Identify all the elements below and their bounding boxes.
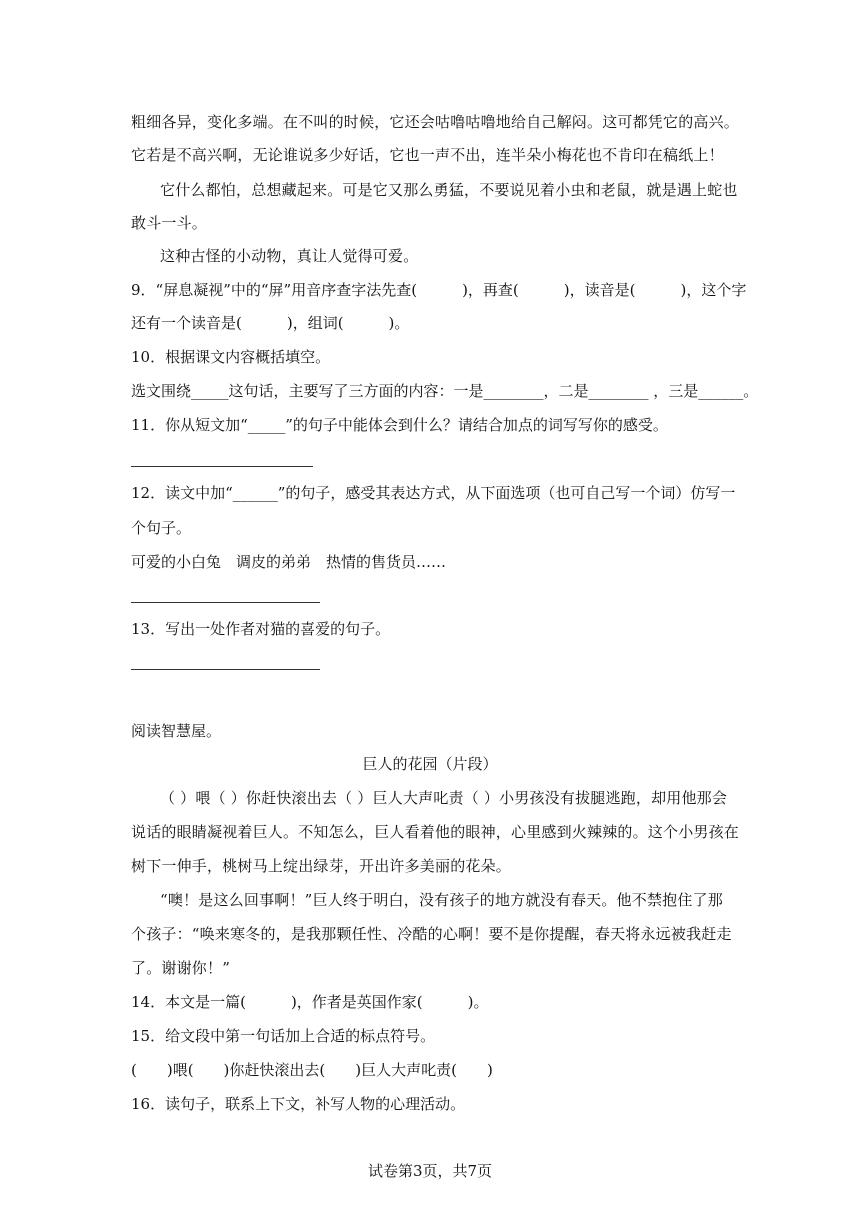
question-15-fill: ( )喂( )你赶快滚出去( )巨人大声叱责( ) [131, 1061, 493, 1079]
passage-line: 粗细各异，变化多端。在不叫的时候，它还会咕噜咕噜地给自己解闷。这可都凭它的高兴。 [131, 113, 740, 131]
story-line: “噢！是这么回事啊！”巨人终于明白，没有孩子的地方就没有春天。他不禁抱住了那 [160, 891, 723, 909]
passage-line: 敢斗一斗。 [131, 214, 208, 232]
page-footer: 试卷第3页，共7页 [367, 1162, 493, 1180]
question-15: 15．给文段中第一句话加上合适的标点符号。 [131, 1027, 436, 1045]
answer-line[interactable] [131, 669, 320, 670]
passage-line: 它什么都怕，总想藏起来。可是它又那么勇猛，不要说见着小虫和老鼠，就是遇上蛇也 [160, 181, 738, 199]
question-9-cont: 还有一个读音是( )，组词( )。 [131, 314, 410, 332]
passage-line: 这种古怪的小动物，真让人觉得可爱。 [160, 247, 419, 265]
passage-line: 它若是不高兴啊，无论谁说多少好话，它也一声不出，连半朵小梅花也不肯印在稿纸上！ [131, 146, 724, 164]
answer-line[interactable] [131, 602, 320, 603]
question-16: 16．读句子，联系上下文，补写人物的心理活动。 [131, 1095, 466, 1113]
story-line: 树下一伸手，桃树马上绽出绿芽，开出许多美丽的花朵。 [131, 857, 512, 875]
question-12-cont: 个句子。 [131, 519, 192, 537]
question-9: 9．“屏息凝视”中的“屏”用音序查字法先查( )，再查( )，读音是( )，这个字 [131, 281, 747, 299]
question-13: 13．写出一处作者对猫的喜爱的句子。 [131, 620, 391, 638]
question-14: 14．本文是一篇( )，作者是英国作家( )。 [131, 993, 489, 1011]
answer-line[interactable] [131, 466, 313, 467]
question-10-fill: 选文围绕_____这句话，主要写了三方面的内容：一是________，二是________ ，三是______。 [131, 382, 759, 400]
story-line: 个孩子：“唤来寒冬的，是我那颗任性、冷酷的心啊！要不是你提醒，春天将永远被我赶走 [131, 925, 732, 943]
story-title: 巨人的花园（片段） [362, 755, 498, 773]
question-12-options: 可爱的小白兔 调皮的弟弟 热情的售货员…… [131, 553, 447, 571]
story-line: （ ）喂（ ）你赶快滚出去（ ）巨人大声叱责（ ）小男孩没有拔腿逃跑，却用他那会 [160, 789, 728, 807]
question-12: 12．读文中加“______”的句子，感受其表达方式，从下面选项（也可自己写一个词）仿写一 [131, 484, 736, 502]
question-10: 10．根据课文内容概括填空。 [131, 348, 331, 366]
story-line: 说话的眼睛凝视着巨人。不知怎么，巨人看着他的眼神，心里感到火辣辣的。这个小男孩在 [131, 823, 740, 841]
story-line: 了。谢谢你！” [131, 959, 231, 977]
section-heading: 阅读智慧屋。 [131, 722, 222, 740]
question-11: 11．你从短文加“_____”的句子中能体会到什么？请结合加点的词写写你的感受。 [131, 416, 668, 434]
